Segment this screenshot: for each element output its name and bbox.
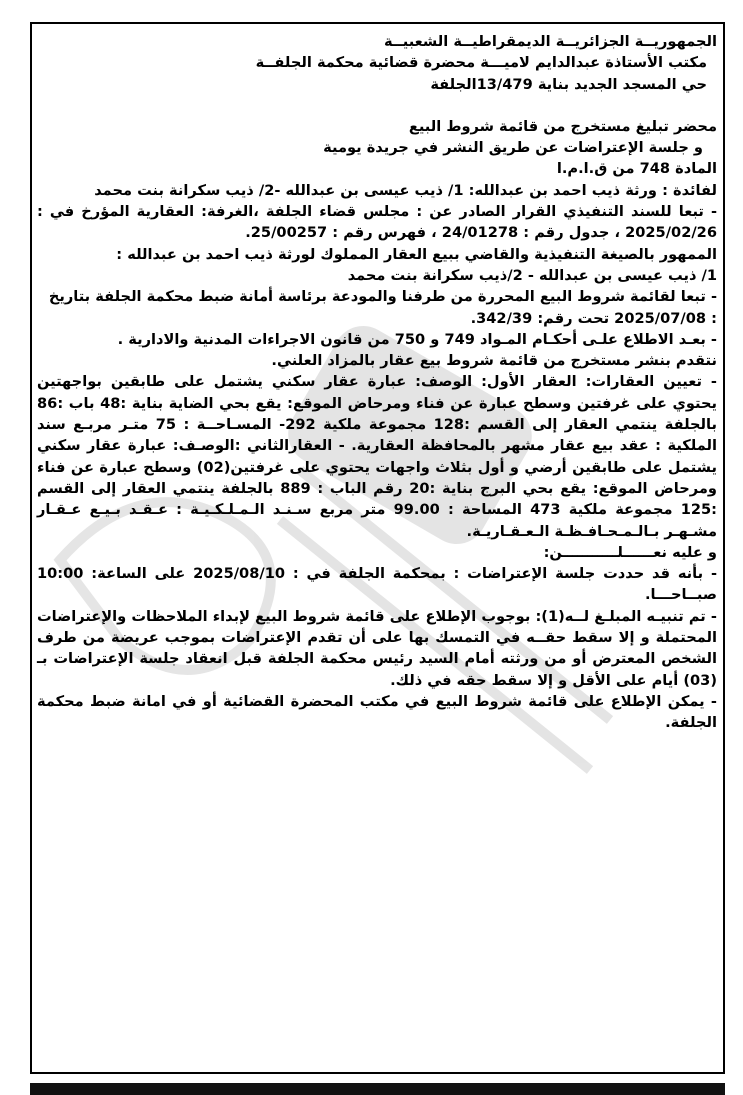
body-warning: - تم تنبيـه المبلـغ لــه(1): بوجوب الإطلاع على قائمة شروط البيع لإبداء الملاحظات والإعتراضات المحتملة و إلا سقط حقــه في التمسك بها على أن تقدم الإعتراضات بموجب عريضة من طرف الشخص المعترض أو من ورثته أمام السيد رئيس محكمة الجلفة قبل انعقاد جلسة الإعتراضات بـ (03) أيام على الأقل و إلا سقط حقه في ذلك. [37,607,717,689]
title-line-1: محضر تبليغ مستخرج من قائمة شروط البيع [408,117,717,135]
notice-title [37,116,717,159]
body-heirs: 1/ ذيب عيسى بن عبدالله - 2/ذيب سكرانة بنت محمد [347,266,717,284]
notice-header [37,31,717,95]
body-legal-articles: - بعـد الاطلاع علـى أحكـام المـواد 749 و 750 من قانون الاجراءات المدنية والادارية . [117,330,717,348]
body-sale-decision: الممهور بالصيغة التنفيذية والقاضي ببيع العقار المملوك لورثة ذيب احمد بن عبدالله : [116,245,717,263]
header-republic: الجمهوريــة الجزائريــة الديمقراطيــة الشعبيــة [383,33,717,50]
body-publication: نتقدم بنشر مستخرج من قائمة شروط بيع عقار بالمزاد العلني. [271,352,717,370]
body-executive-title: - تبعا للسند التنفيذي القرار الصادر عن : مجلس قضاء الجلفة ،الغرفة: العقارية المؤرخ في : 2025/02/26 ، جدول رقم : 24/01278 ، فهرس رقم : 25/00257. [37,203,717,242]
bottom-separator-bar [30,1083,725,1095]
notice-content [37,31,717,734]
body-beneficiary: لفائدة : ورثة ذيب احمد بن عبدالله: 1/ ذيب عيسى بن عبدالله -2/ ذيب سكرانة بنت محمد [94,181,717,199]
notice-body [37,158,717,733]
body-deposit-date: : 2025/07/08 تحت رقم: 342/39. [470,309,717,327]
body-hearing-date: - بأنه قد حددت جلسة الإعتراضات : بمحكمة الجلفة في : 2025/08/10 على الساعة: 10:00 صبــاحـــا. [37,565,718,604]
header-office: مكتب الأستاذة عبدالدايم لاميـــة محضرة قضائية محكمة الجلفــة [255,54,707,72]
body-article: المادة 748 من ق.ا.م.ا [556,160,717,178]
header-address: حي المسجد الجديد بناية 13/479الجلفة [430,75,707,93]
body-consultation: - يمكن الإطلاع على قائمة شروط البيع في مكتب المحضرة القضائية أو في امانة ضبط محكمة الجلفة. [37,692,717,732]
body-conditions-list: - تبعا لقائمة شروط البيع المحررة من طرفنا والمودعة برئاسة أمانة ضبط محكمة الجلفة بتاريخ [48,288,717,306]
body-properties: - تعيين العقارات: العقار الأول: الوصف: عبارة عقار سكني يشتمل على طابقين بواجهتين يحتوي على غرفتين وسطح عبارة عن فناء ومرحاض الموقع: يقع بحي الضاية بناية :48 باب :86 بالجلفة ينتمي العقار إلى القسم :128 مجموعة ملكية 292- المسـاحــة : 75 متـر مربـع سند الملكية : عقد بيع عقار مشهر بالمحافظة العقارية. - العقارالثاني :الوصـف: عبارة عقار سكني يشتمل على طابقين أرضي و أول بثلاث واجهات يحتوي على غرفتين(02) وسطح عبارة عن فناء ومرحاض الموقع: يقع بحي البرج بناية :20 رقم الباب : 889 بالجلفة ينتمي العقار إلى القسم :125 مجموعة ملكية 473 المساحة : 99.00 متر مربع سـنـد الـمـلـكـيـة : عـقـد بـيـع عـقـار مشـهـر بـالـمـحـافـظـة الـعـقـاريـة. [37,373,717,540]
body-announcement: و عليه نعــــــلـــــــــــن: [543,543,717,561]
title-line-2: و جلسة الإعتراضات عن طريق النشر في جريدة يومية [323,139,703,157]
